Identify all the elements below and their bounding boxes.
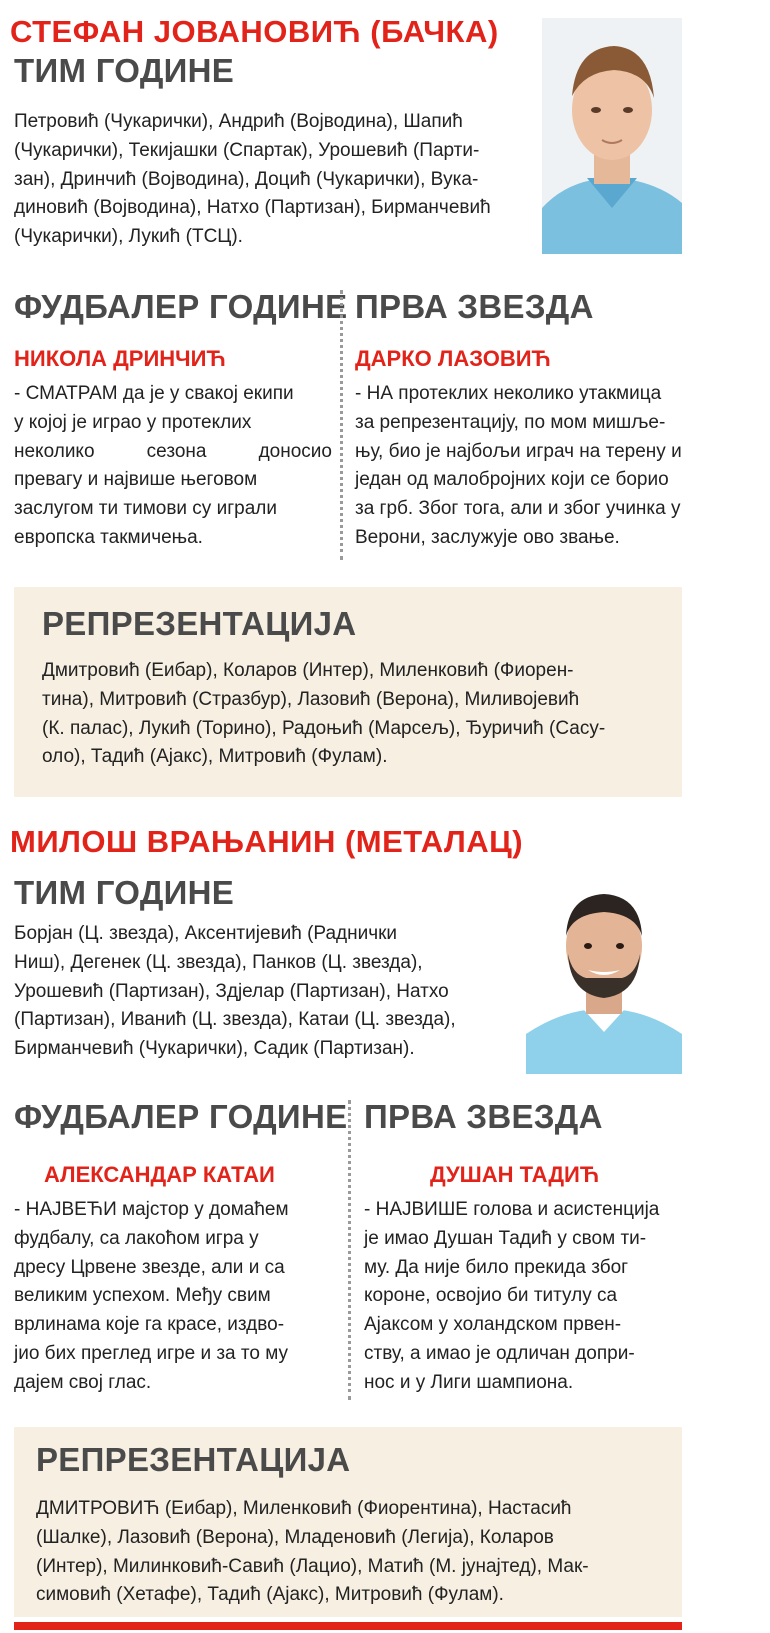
text-line: Верони, заслужује ово звање. (355, 526, 620, 548)
text-line: Ниш), Дегенек (Ц. звезда), Панков (Ц. звезда), (14, 951, 423, 973)
section2-player-text (14, 1196, 334, 1398)
section2-national-box (14, 1427, 682, 1617)
text-line: њу, био је најбољи играч на терену и (355, 440, 682, 462)
text-line: Петровић (Чукарички), Андрић (Војводина), Шапић (14, 111, 463, 132)
section2-national-list (36, 1495, 666, 1610)
section2-player-name: АЛЕКСАНДАР КАТАИ (44, 1162, 275, 1187)
text-line: (Партизан), Иванић (Ц. звезда), Катаи (Ц. звезда), (14, 1009, 456, 1031)
text-line: - НАЈВЕЋИ мајстор у домаћем (14, 1199, 289, 1220)
text-line: зан), Дринчић (Војводина), Доцић (Чукарички), Вука- (14, 168, 479, 190)
section1-national-box (14, 587, 682, 797)
column-divider (340, 290, 343, 560)
text-line: Бирманчевић (Чукарички), Садик (Партизан). (14, 1038, 415, 1060)
text-line: дресу Црвене звезде, али и са (14, 1256, 285, 1278)
section1-name: СТЕФАН ЈОВАНОВИЋ (БАЧКА) (10, 14, 499, 49)
text-line: - СМАТРАМ да је у свакој екипи (14, 383, 294, 404)
section1-national-heading: РЕПРЕЗЕНТАЦИЈА (42, 605, 357, 642)
section1-star-name: ДАРКО ЛАЗОВИЋ (355, 346, 551, 371)
player-portrait-icon (542, 18, 682, 254)
section1-team-list (14, 108, 534, 252)
text-line: симовић (Хетафе), Тадић (Ајакс), Митровић (Фулам). (36, 1584, 504, 1606)
text-line: европска такмичења. (14, 526, 203, 548)
section1-player-heading: ФУДБАЛЕР ГОДИНЕ (14, 288, 348, 325)
section2-team-list (14, 920, 514, 1064)
text-line: - НА протеклих неколико утакмица (355, 383, 662, 404)
text-line: (Чукарички), Текијашки (Спартак), Урошевић (Парти- (14, 139, 480, 161)
text-line: (К. палас), Лукић (Торино), Радоњић (Марсељ), Ђуричић (Сасу- (42, 717, 606, 739)
text-line: тина), Митровић (Стразбур), Лазовић (Верона), Миливојевић (42, 688, 580, 710)
player-portrait-icon (526, 874, 682, 1074)
section1-star-text (355, 380, 685, 553)
text-line: ству, а имао је одличан допри- (364, 1342, 635, 1364)
section1-player-text (14, 380, 332, 553)
text-line: Борјан (Ц. звезда), Аксентијевић (Раднички (14, 923, 398, 944)
text-line: за грб. Због тога, али и због учинка у (355, 498, 681, 520)
section2-national-heading: РЕПРЕЗЕНТАЦИЈА (36, 1441, 351, 1478)
text-line: нос и у Лиги шампиона. (364, 1371, 574, 1393)
text-line: ДМИТРОВИЋ (Еибар), Миленковић (Фиорентина), Настасић (36, 1498, 572, 1519)
section2-team-heading: ТИМ ГОДИНЕ (14, 874, 235, 911)
text-line: један од малобројних који се борио (355, 469, 669, 491)
section2-name: МИЛОШ ВРАЊАНИН (МЕТАЛАЦ) (10, 824, 524, 859)
text-line: заслугом ти тимови су играли (14, 498, 277, 520)
text-line: Ајаксом у холандском првен- (364, 1314, 622, 1336)
section2-star-name: ДУШАН ТАДИЋ (430, 1162, 600, 1187)
text-line: фудбалу, са лакоћом игра у (14, 1227, 259, 1249)
text-line: (Чукарички), Лукић (ТСЦ). (14, 226, 243, 248)
section1-team-heading: ТИМ ГОДИНЕ (14, 52, 235, 89)
text-line: врлинама које га красе, издво- (14, 1314, 285, 1336)
section1-player-photo (542, 18, 682, 254)
text-line: превагу и највише његовом (14, 469, 258, 491)
text-line: је имао Душан Тадић у свом ти- (364, 1227, 647, 1249)
text-line: дајем свој глас. (14, 1371, 152, 1393)
section2-player-heading: ФУДБАЛЕР ГОДИНЕ (14, 1098, 348, 1135)
text-line: у којој је играо у протеклих (14, 411, 252, 433)
section1-national-list (42, 657, 666, 772)
text-line: Дмитровић (Еибар), Коларов (Интер), Миленковић (Фиорен- (42, 660, 574, 681)
section2-player-photo (526, 874, 682, 1074)
text-line: јио бих преглед игре и за то му (14, 1342, 289, 1364)
text-line: Урошевић (Партизан), Здјелар (Партизан), Натхо (14, 980, 449, 1002)
column-divider (348, 1100, 351, 1400)
text-line: неколико сезона доносио (14, 440, 332, 462)
text-line: за репрезентацију, по мом мишље- (355, 411, 666, 433)
text-line: оло), Тадић (Ајакс), Митровић (Фулам). (42, 746, 388, 768)
section1-star-heading: ПРВА ЗВЕЗДА (355, 288, 594, 325)
text-line: (Шалке), Лазовић (Верона), Младеновић (Легија), Коларов (36, 1526, 554, 1548)
section2-star-heading: ПРВА ЗВЕЗДА (364, 1098, 603, 1135)
text-line: - НАЈВИШЕ голова и асистенција (364, 1199, 660, 1220)
section1-player-name: НИКОЛА ДРИНЧИЋ (14, 346, 226, 371)
text-line: му. Да није било прекида због (364, 1256, 629, 1278)
text-line: великим успехом. Међу свим (14, 1285, 271, 1307)
text-line: диновић (Војводина), Натхо (Партизан), Бирманчевић (14, 197, 491, 219)
text-line: (Интер), Милинковић-Савић (Лацио), Матић (М. јунајтед), Мак- (36, 1555, 589, 1577)
section2-star-text (364, 1196, 682, 1398)
text-line: короне, освојио би титулу са (364, 1285, 618, 1307)
bottom-accent-bar (14, 1622, 682, 1630)
